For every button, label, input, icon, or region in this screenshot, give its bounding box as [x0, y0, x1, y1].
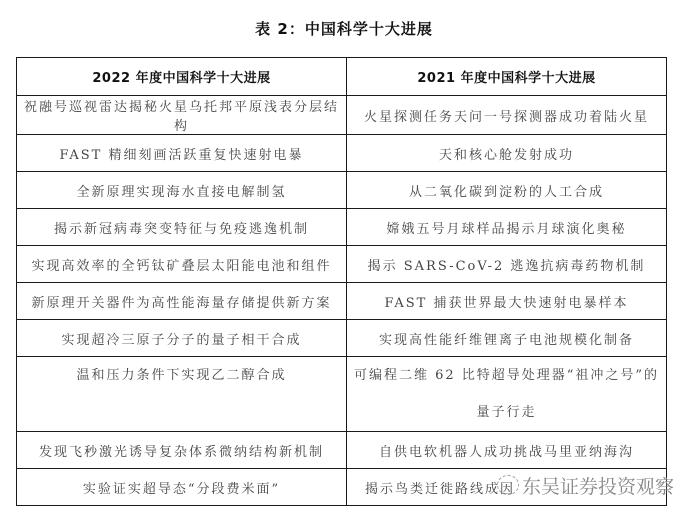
table-row: [17, 209, 667, 246]
cell-2022: 新原理开关器件为高性能海量存储提供新方案: [17, 283, 347, 320]
cell-2021: 可编程二维 62 比特超导处理器“祖冲之号”的量子行走: [347, 357, 667, 432]
science-progress-table: [16, 57, 667, 506]
header-2022: 2022 年度中国科学十大进展: [17, 58, 347, 96]
cell-2021: 天和核心舱发射成功: [347, 135, 667, 172]
cell-2021: 自供电软机器人成功挑战马里亚纳海沟: [347, 432, 667, 469]
cell-2021: 火星探测任务天问一号探测器成功着陆火星: [347, 96, 667, 135]
cell-2022: FAST 精细刻画活跃重复快速射电暴: [17, 135, 347, 172]
cell-2021: FAST 捕获世界最大快速射电暴样本: [347, 283, 667, 320]
cell-2022: 温和压力条件下实现乙二醇合成: [17, 357, 347, 432]
header-row: [17, 58, 667, 96]
table-row: [17, 432, 667, 469]
cell-2021: 揭示鸟类迁徙路线成因: [347, 469, 667, 506]
cell-2021: 实现高性能纤维锂离子电池规模化制备: [347, 320, 667, 357]
cell-2022: 全新原理实现海水直接电解制氢: [17, 172, 347, 209]
watermark-text: 东吴证券投资观察: [522, 475, 675, 498]
table-row: [17, 320, 667, 357]
table-row: [17, 469, 667, 506]
header-2021: 2021 年度中国科学十大进展: [347, 58, 667, 96]
table-row: [17, 96, 667, 135]
cell-2022: 发现飞秒激光诱导复杂体系微纳结构新机制: [17, 432, 347, 469]
cell-2021: 从二氧化碳到淀粉的人工合成: [347, 172, 667, 209]
cell-2022: 揭示新冠病毒突变特征与免疫逃逸机制: [17, 209, 347, 246]
cell-2021: 嫦娥五号月球样品揭示月球演化奥秘: [347, 209, 667, 246]
table-row: [17, 135, 667, 172]
table-row: [17, 357, 667, 432]
cell-2022: 实现超冷三原子分子的量子相干合成: [17, 320, 347, 357]
cell-2022: 实验证实超导态“分段费米面”: [17, 469, 347, 506]
table-row: [17, 246, 667, 283]
table-row: [17, 172, 667, 209]
table-row: [17, 283, 667, 320]
cell-2022: 祝融号巡视雷达揭秘火星乌托邦平原浅表分层结构: [17, 96, 347, 135]
cell-2021: 揭示 SARS-CoV-2 逃逸抗病毒药物机制: [347, 246, 667, 283]
cell-2022: 实现高效率的全钙钛矿叠层太阳能电池和组件: [17, 246, 347, 283]
table-title: 表 2：中国科学十大进展: [255, 20, 433, 38]
